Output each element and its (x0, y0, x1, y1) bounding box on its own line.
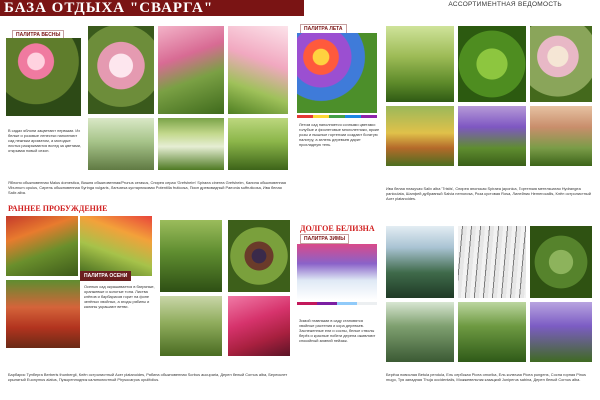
summer-plant-list: Ива белая плакучая Salix alba 'Tristis', Спирея японская Spiraea japonica, Гортензия метельчатая Hydrangea paniculata, Шалфей дубравный Salvia nemorosa, Роза кустовая Rosa, Лилейник Hemerocallis, Клён остролистный Acer platanoides. (386, 186, 591, 201)
autumn-photo-conifer (160, 296, 222, 356)
winter-color-bar (297, 302, 377, 305)
winter-plant-list: Берёза повислая Betula pendula, Ель сербская Picea omorika, Ель колючая Picea pungens, Сосна горная Pinus mugo, Туя западная Thuja occidentalis, Можжевельник казацкий Juniperus sabina, Дерен белый Cornus alba. (386, 372, 586, 382)
autumn-photo-maple (80, 216, 152, 276)
spring-intro-text: В садах яблони зацветают первыми. Их белые и розовые лепестки наполняют сад нежным ароматом, а молодые листья раскрываются вслед за цветами, открывая новый сезон. (8, 128, 82, 153)
winter-palette-label: ПАЛИТРА ЗИМЫ (300, 234, 349, 244)
spring-photo-spirea (88, 118, 154, 170)
spring-palette-label: ПАЛИТРА ВЕСНЫ (12, 30, 64, 40)
winter-heading: ДОЛГОЕ БЕЛИЗНА (300, 224, 375, 233)
spring-palette-photo (6, 38, 81, 116)
winter-photo-birches (458, 226, 526, 298)
summer-intro-text: Летом сад наполняется сочными цветами: голубые и фиолетовые многолетники, яркие розы и пышные гортензии создают богатую палитру, а зелень деревьев дарит прохладную тень. (299, 122, 380, 147)
summer-photo-willow (386, 26, 454, 102)
spring-photo-fern (228, 118, 288, 170)
spring-photo-cherry (228, 26, 288, 114)
autumn-photo-berries (228, 220, 290, 292)
winter-palette-photo (297, 244, 377, 300)
winter-photo-shrub (530, 226, 592, 298)
summer-color-bar (297, 115, 377, 118)
autumn-photo-euonymus (228, 296, 290, 356)
page-title: БАЗА ОТДЫХА "СВАРГА" (0, 0, 304, 16)
summer-photo-roses (530, 106, 592, 166)
autumn-intro-text: Осенью сад окрашивается в багряные, оранжевые и золотые тона. Листва клёнов и барбарисов горит на фоне зелёных хвойных, а ягоды рябины и калины украшают ветви. (84, 284, 155, 309)
spring-plant-list: Яблоня обыкновенная Malus domestica, Вишня обыкновенная/Prunus cerasus, Спирея серая 'Grefsheim' Spiraea cinerea Grefsheim, Калина обыкновенная Viburnum opulus, Сирень обыкновенная Syringa vulgaris, Лапчатка кустарниковая Potentilla fruticosa, Пион древовидный Paeonia suffruticosa, Ива белая Salix alba. (8, 180, 286, 195)
page-subtitle: АССОРТИМЕНТНАЯ ВЕДОМОСТЬ (448, 1, 562, 8)
summer-photo-salvia (458, 106, 526, 166)
winter-photo-lavender (530, 302, 592, 362)
summer-photo-shrub (386, 106, 454, 166)
winter-photo-spruce (386, 302, 454, 362)
summer-palette-photo (297, 33, 377, 113)
winter-intro-text: Зимой главными в саду становятся хвойные растения и кора деревьев. Заснеженные ели и сосны, белые стволы берёз и красные побеги дерена оживляют спокойный зимний пейзаж. (299, 318, 376, 343)
spring-photo-apple-blossom (88, 26, 154, 114)
winter-photo-snow-trees (386, 226, 454, 298)
spring-photo-pink-flowers (158, 26, 224, 114)
autumn-palette-label: ПАЛИТРА ОСЕНИ (80, 271, 131, 281)
autumn-photo-grass (160, 220, 222, 292)
summer-palette-label: ПАЛИТРА ЛЕТА (300, 24, 347, 34)
winter-photo-thuja (458, 302, 526, 362)
spring-photo-variegated (158, 118, 224, 170)
summer-photo-hydrangea (530, 26, 592, 102)
autumn-photo-garden (6, 216, 78, 276)
autumn-plant-list: Барбарис Тунберга Berberis thunbergii, Клён остролистный Acer platanoides, Рябина обыкновенная Sorbus aucuparia, Дерен белый Cornus alba, Бересклет крылатый Euonymus alatus, Пузыреплодник калинолистный Physocarpus opulifolius. (8, 372, 288, 382)
early-spring-heading: РАННЕЕ ПРОБУЖДЕНИЕ (8, 204, 108, 213)
autumn-photo-shrubs (6, 280, 80, 348)
summer-photo-leaves (458, 26, 526, 102)
